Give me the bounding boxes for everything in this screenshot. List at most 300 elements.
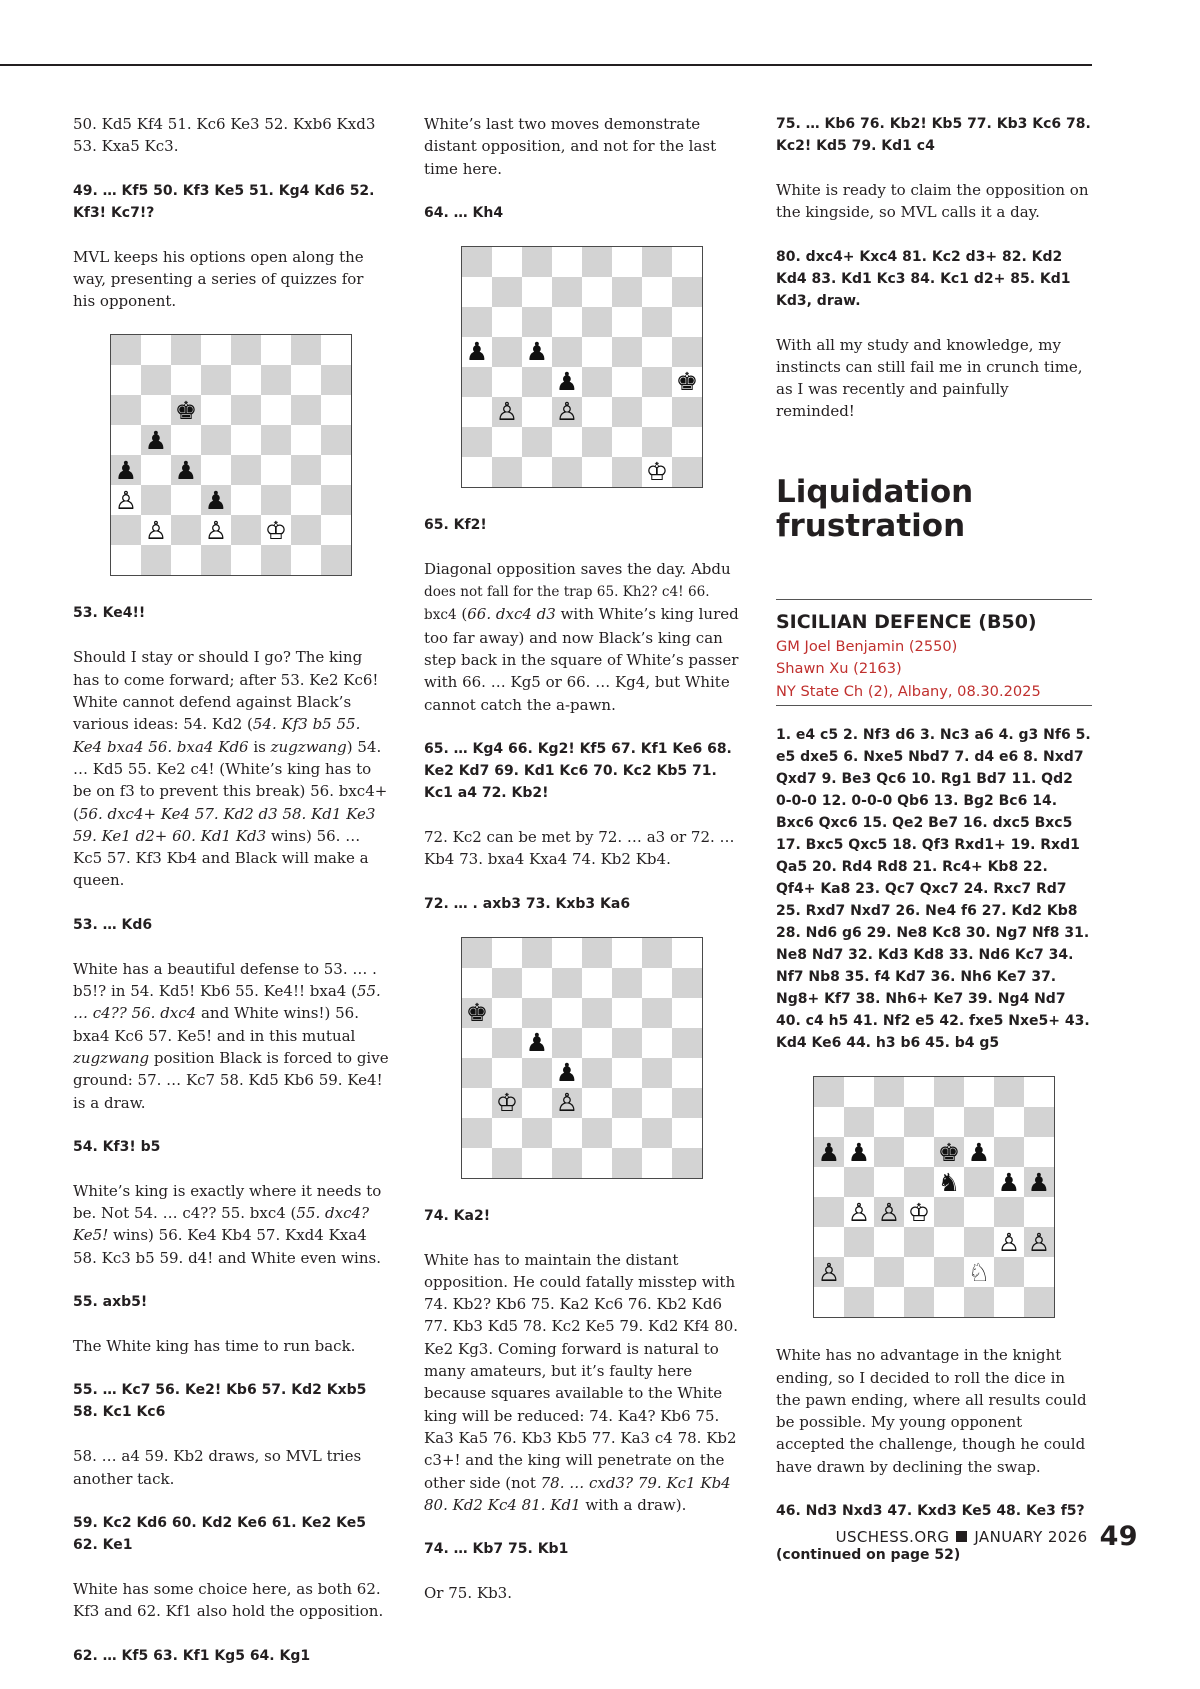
board-square xyxy=(642,427,672,457)
board-square xyxy=(462,367,492,397)
board-square xyxy=(111,545,141,575)
board-square xyxy=(111,425,141,455)
board-square xyxy=(1024,1077,1054,1107)
board-square xyxy=(814,1227,844,1257)
chess-piece-icon: ♙ xyxy=(997,1227,1021,1257)
board-square xyxy=(522,1088,552,1118)
board-square xyxy=(582,938,612,968)
board-square xyxy=(261,365,291,395)
board-square xyxy=(462,397,492,427)
move-line: 64. … Kh4 xyxy=(424,204,504,221)
game-header xyxy=(776,599,1092,707)
move-line: 65. … Kg4 66. Kg2! Kf5 67. Kf1 Ke6 68. Ke2 Kd7 69. Kd1 Kc6 70. Kc2 Kb5 71. Kc1 a4 72. Kb2! xyxy=(424,740,732,801)
board-square xyxy=(642,1148,672,1178)
board-square xyxy=(522,277,552,307)
board-square xyxy=(904,1077,934,1107)
board-square xyxy=(231,485,261,515)
board-square xyxy=(492,277,522,307)
board-square xyxy=(672,938,702,968)
chess-piece-icon: ♔ xyxy=(907,1197,931,1227)
board-square xyxy=(612,938,642,968)
board-square xyxy=(552,1058,582,1088)
board-square xyxy=(934,1077,964,1107)
board-square xyxy=(462,247,492,277)
board-square xyxy=(171,395,201,425)
board-square xyxy=(672,367,702,397)
board-square xyxy=(321,515,351,545)
chess-piece-icon: ♟ xyxy=(525,1028,549,1058)
board-square xyxy=(111,395,141,425)
board-square xyxy=(642,1058,672,1088)
board-square xyxy=(844,1287,874,1317)
board-square xyxy=(612,397,642,427)
annotation-text: White has to maintain the distant opposition. He could fatally misstep with 74. Kb2? Kb6 75. Ka2 Kc6 76. Kb2 Kd6 77. Kb3 Kd5 78. Kc2 Ke5 79. Kd2 Kf4 80. Ke2 Kg3. Coming forward is natural to many amateurs, but it’s faulty here because squares available to the White king will be reduced: 74. Ka4? Kb6 75. Ka3 Ka5 76. Kb3 Kb5 77. Ka3 c4 78. Kb2 c3+! and the king will penetrate on the other side (not 78. … cxd3? 79. Kc1 Kb4 80. Kd2 Kc4 81. Kd1 with a draw). xyxy=(424,1250,739,1514)
board-square xyxy=(1024,1257,1054,1287)
chess-piece-icon: ♟ xyxy=(555,367,579,397)
board-square xyxy=(261,545,291,575)
board-square xyxy=(642,1028,672,1058)
board-square xyxy=(552,367,582,397)
board-square xyxy=(904,1107,934,1137)
column-2 xyxy=(424,113,740,1626)
board-square xyxy=(201,395,231,425)
board-square xyxy=(814,1197,844,1227)
board-square xyxy=(994,1077,1024,1107)
board-square xyxy=(291,395,321,425)
board-square xyxy=(462,307,492,337)
board-square xyxy=(844,1107,874,1137)
board-square xyxy=(844,1137,874,1167)
board-square xyxy=(492,1028,522,1058)
board-square xyxy=(934,1287,964,1317)
chess-piece-icon: ♟ xyxy=(1027,1167,1051,1197)
board-square xyxy=(522,1118,552,1148)
board-square xyxy=(582,247,612,277)
board-square xyxy=(844,1197,874,1227)
chess-piece-icon: ♘ xyxy=(967,1257,991,1287)
board-square xyxy=(261,395,291,425)
annotation-text: 58. … a4 59. Kb2 draws, so MVL tries another tack. xyxy=(73,1447,362,1488)
board-square xyxy=(522,307,552,337)
board-square xyxy=(844,1077,874,1107)
board-square xyxy=(522,938,552,968)
board-square xyxy=(522,998,552,1028)
column-1 xyxy=(73,113,389,1689)
board-square xyxy=(522,367,552,397)
board-square xyxy=(582,1028,612,1058)
board-square xyxy=(642,277,672,307)
board-square xyxy=(964,1077,994,1107)
board-square xyxy=(1024,1197,1054,1227)
annotation-text: 50. Kd5 Kf4 51. Kc6 Ke3 52. Kxb6 Kxd3 53. Kxa5 Kc3. xyxy=(73,115,376,156)
board-square xyxy=(874,1287,904,1317)
chess-board xyxy=(813,1076,1055,1318)
board-square xyxy=(492,1058,522,1088)
board-square xyxy=(111,455,141,485)
board-square xyxy=(904,1227,934,1257)
top-rule xyxy=(0,64,1092,66)
board-square xyxy=(522,247,552,277)
board-square xyxy=(934,1257,964,1287)
annotation-text: Should I stay or should I go? The king has to come forward; after 53. Ke2 Kc6! White cannot defend against Black’s various ideas: 54. Kd2 (54. Kf3 b5 55. Ke4 bxa4 56. bxa4 Kd6 is zugzwang) 54. … Kd5 55. Ke2 c4! (White’s king has to be on f3 to prevent this break) 56. bxc4+ (56. dxc4+ Ke4 57. Kd2 d3 58. Kd1 Ke3 59. Ke1 d2+ 60. Kd1 Kd3 wins) 56. … Kc5 57. Kf3 Kb4 and Black will make a queen. xyxy=(73,648,388,890)
board-square xyxy=(672,427,702,457)
board-square xyxy=(462,457,492,487)
move-line: 74. … Kb7 75. Kb1 xyxy=(424,1541,569,1558)
board-square xyxy=(672,457,702,487)
board-square xyxy=(291,515,321,545)
board-square xyxy=(642,1118,672,1148)
chess-piece-icon: ♟ xyxy=(204,485,228,515)
footer-month: JANUARY 2026 xyxy=(974,1527,1088,1546)
footer-site: USCHESS.ORG xyxy=(835,1527,950,1546)
board-square xyxy=(934,1227,964,1257)
board-square xyxy=(492,427,522,457)
board-square xyxy=(522,1028,552,1058)
board-square xyxy=(261,455,291,485)
board-square xyxy=(201,335,231,365)
board-square xyxy=(964,1197,994,1227)
board-square xyxy=(994,1197,1024,1227)
board-square xyxy=(582,1088,612,1118)
annotation-text: Or 75. Kb3. xyxy=(424,1584,512,1603)
move-line: 53. … Kd6 xyxy=(73,916,153,933)
chess-piece-icon: ♔ xyxy=(495,1088,519,1118)
board-square xyxy=(582,397,612,427)
move-line: 55. axb5! xyxy=(73,1294,148,1311)
board-square xyxy=(844,1257,874,1287)
column-3 xyxy=(776,113,1092,1588)
board-square xyxy=(522,968,552,998)
annotation-text: 72. Kc2 can be met by 72. … a3 or 72. … Kb4 73. bxa4 Kxa4 74. Kb2 Kb4. xyxy=(424,827,735,869)
board-square xyxy=(814,1077,844,1107)
board-square xyxy=(492,247,522,277)
board-square xyxy=(612,998,642,1028)
annotation-text: Diagonal opposition saves the day. Abdu does not fall for the trap 65. Kh2? c4! 66. bxc4 (66. dxc4 d3 with White’s king lured too far away) and now Black’s king can step back in the square of White’s passer with 66. … Kg5 or 66. … Kg4, but White cannot catch the a-pawn. xyxy=(424,559,739,714)
board-square xyxy=(201,545,231,575)
chess-piece-icon: ♔ xyxy=(645,457,669,487)
board-square xyxy=(994,1137,1024,1167)
board-square xyxy=(291,425,321,455)
board-square xyxy=(1024,1167,1054,1197)
board-square xyxy=(612,247,642,277)
board-square xyxy=(1024,1287,1054,1317)
board-square xyxy=(934,1107,964,1137)
board-square xyxy=(672,247,702,277)
board-square xyxy=(522,427,552,457)
board-square xyxy=(522,457,552,487)
move-line: 53. Ke4!! xyxy=(73,605,146,622)
board-square xyxy=(552,968,582,998)
board-square xyxy=(994,1287,1024,1317)
board-square xyxy=(261,335,291,365)
board-square xyxy=(552,998,582,1028)
board-square xyxy=(552,1028,582,1058)
board-square xyxy=(552,457,582,487)
board-square xyxy=(492,397,522,427)
board-square xyxy=(141,545,171,575)
board-square xyxy=(844,1227,874,1257)
board-square xyxy=(552,397,582,427)
board-square xyxy=(612,1058,642,1088)
board-square xyxy=(111,485,141,515)
board-square xyxy=(492,457,522,487)
board-square xyxy=(522,337,552,367)
board-square xyxy=(111,365,141,395)
move-line: (continued on page 52) xyxy=(776,1547,961,1564)
board-square xyxy=(321,365,351,395)
chess-piece-icon: ♟ xyxy=(525,337,549,367)
board-square xyxy=(582,998,612,1028)
board-square xyxy=(462,1118,492,1148)
annotation-text: White is ready to claim the opposition on the kingside, so MVL calls it a day. xyxy=(776,181,1089,222)
board-square xyxy=(904,1287,934,1317)
board-square xyxy=(111,335,141,365)
board-square xyxy=(612,1118,642,1148)
board-square xyxy=(612,367,642,397)
board-square xyxy=(994,1107,1024,1137)
board-square xyxy=(231,365,261,395)
board-square xyxy=(141,365,171,395)
annotation-text: White has no advantage in the knight ending, so I decided to roll the dice in the pawn ending, where all results could be possible. My young opponent accepted the challenge, though he could have drawn by declining the swap. xyxy=(776,1346,1087,1476)
board-square xyxy=(964,1227,994,1257)
board-square xyxy=(642,307,672,337)
board-square xyxy=(552,307,582,337)
chess-diagram xyxy=(73,334,389,576)
board-square xyxy=(261,485,291,515)
chess-piece-icon: ♙ xyxy=(555,1088,579,1118)
board-square xyxy=(291,455,321,485)
board-square xyxy=(874,1257,904,1287)
board-square xyxy=(462,1148,492,1178)
chess-piece-icon: ♟ xyxy=(114,455,138,485)
square-bullet-icon xyxy=(956,1531,967,1542)
board-square xyxy=(492,968,522,998)
board-square xyxy=(141,395,171,425)
chess-diagram xyxy=(424,937,740,1179)
black-player: Shawn Xu (2163) xyxy=(776,660,902,678)
board-square xyxy=(844,1167,874,1197)
chess-piece-icon: ♞ xyxy=(937,1167,961,1197)
board-square xyxy=(552,427,582,457)
board-square xyxy=(231,425,261,455)
chess-diagram xyxy=(776,1076,1092,1318)
board-square xyxy=(934,1197,964,1227)
board-square xyxy=(814,1287,844,1317)
board-square xyxy=(964,1167,994,1197)
board-square xyxy=(552,337,582,367)
board-square xyxy=(462,968,492,998)
board-square xyxy=(231,515,261,545)
chess-piece-icon: ♔ xyxy=(264,515,288,545)
board-square xyxy=(672,968,702,998)
board-square xyxy=(1024,1137,1054,1167)
board-square xyxy=(582,968,612,998)
white-player: GM Joel Benjamin (2550) xyxy=(776,637,958,655)
board-square xyxy=(642,998,672,1028)
board-square xyxy=(814,1107,844,1137)
board-square xyxy=(642,457,672,487)
board-square xyxy=(612,307,642,337)
board-square xyxy=(904,1197,934,1227)
annotation-text: White’s king is exactly where it needs to be. Not 54. … c4?? 55. bxc4 (55. dxc4? Ke5! wins) 56. Ke4 Kb4 57. Kxd4 Kxa4 58. Kc3 b5 59. d4! and White even wins. xyxy=(73,1181,382,1267)
board-square xyxy=(231,335,261,365)
chess-piece-icon: ♙ xyxy=(847,1197,871,1227)
board-square xyxy=(904,1167,934,1197)
board-square xyxy=(814,1137,844,1167)
board-square xyxy=(171,365,201,395)
chess-piece-icon: ♟ xyxy=(465,337,489,367)
board-square xyxy=(582,1118,612,1148)
chess-piece-icon: ♙ xyxy=(204,515,228,545)
board-square xyxy=(642,397,672,427)
board-square xyxy=(231,455,261,485)
board-square xyxy=(492,307,522,337)
board-square xyxy=(321,485,351,515)
board-square xyxy=(934,1167,964,1197)
board-square xyxy=(201,425,231,455)
board-square xyxy=(672,337,702,367)
board-square xyxy=(994,1167,1024,1197)
event-info: NY State Ch (2), Albany, 08.30.2025 xyxy=(776,682,1041,700)
board-square xyxy=(994,1257,1024,1287)
chess-piece-icon: ♟ xyxy=(144,425,168,455)
board-square xyxy=(492,938,522,968)
chess-piece-icon: ♙ xyxy=(817,1257,841,1287)
chess-piece-icon: ♙ xyxy=(1027,1227,1051,1257)
board-square xyxy=(291,545,321,575)
board-square xyxy=(964,1107,994,1137)
move-line: 62. … Kf5 63. Kf1 Kg5 64. Kg1 xyxy=(73,1647,311,1664)
board-square xyxy=(672,397,702,427)
chess-piece-icon: ♙ xyxy=(495,397,519,427)
chess-piece-icon: ♚ xyxy=(465,998,489,1028)
board-square xyxy=(672,998,702,1028)
chess-board xyxy=(461,937,703,1179)
move-line: 72. … . axb3 73. Kxb3 Ka6 xyxy=(424,895,631,912)
board-square xyxy=(171,485,201,515)
board-square xyxy=(492,1148,522,1178)
board-square xyxy=(612,277,642,307)
board-square xyxy=(582,337,612,367)
move-line: 74. Ka2! xyxy=(424,1207,491,1224)
board-square xyxy=(642,938,672,968)
board-square xyxy=(492,1118,522,1148)
board-square xyxy=(612,457,642,487)
chess-piece-icon: ♚ xyxy=(937,1137,961,1167)
board-square xyxy=(201,515,231,545)
board-square xyxy=(552,938,582,968)
board-square xyxy=(522,397,552,427)
board-square xyxy=(612,968,642,998)
board-square xyxy=(492,337,522,367)
chess-piece-icon: ♚ xyxy=(174,395,198,425)
board-square xyxy=(582,367,612,397)
board-square xyxy=(874,1197,904,1227)
chess-diagram xyxy=(424,246,740,488)
board-square xyxy=(462,427,492,457)
board-square xyxy=(582,307,612,337)
chess-piece-icon: ♙ xyxy=(555,397,579,427)
board-square xyxy=(321,395,351,425)
board-square xyxy=(261,515,291,545)
move-line: 59. Kc2 Kd6 60. Kd2 Ke6 61. Ke2 Ke5 62. Ke1 xyxy=(73,1514,367,1553)
chess-piece-icon: ♚ xyxy=(675,367,699,397)
board-square xyxy=(201,365,231,395)
board-square xyxy=(964,1137,994,1167)
board-square xyxy=(462,1058,492,1088)
annotation-text: White has a beautiful defense to 53. … . b5!? in 54. Kd5! Kb6 55. Ke4!! bxa4 (55. … c4?? 56. dxc4 and White wins!) 56. bxa4 Kc6 57. Ke5! and in this mutual zugzwang position Black is forced to give ground: 57. … Kc7 58. Kd5 Kb6 59. Ke4! is a draw. xyxy=(73,959,389,1112)
page-footer xyxy=(836,1521,1138,1552)
board-square xyxy=(141,335,171,365)
board-square xyxy=(231,395,261,425)
board-square xyxy=(612,1088,642,1118)
board-square xyxy=(552,1118,582,1148)
move-line: 49. … Kf5 50. Kf3 Ke5 51. Kg4 Kd6 52. Kf3! Kc7!? xyxy=(73,182,375,221)
board-square xyxy=(261,425,291,455)
board-square xyxy=(642,247,672,277)
annotation-text: White has some choice here, as both 62. Kf3 and 62. Kf1 also hold the opposition. xyxy=(73,1579,384,1621)
board-square xyxy=(462,337,492,367)
chess-piece-icon: ♟ xyxy=(997,1167,1021,1197)
board-square xyxy=(874,1107,904,1137)
chess-piece-icon: ♙ xyxy=(144,515,168,545)
move-line: 46. Nd3 Nxd3 47. Kxd3 Ke5 48. Ke3 f5? xyxy=(776,1503,1085,1520)
board-square xyxy=(522,1148,552,1178)
board-square xyxy=(1024,1227,1054,1257)
board-square xyxy=(814,1257,844,1287)
board-square xyxy=(672,307,702,337)
chess-piece-icon: ♟ xyxy=(967,1137,991,1167)
board-square xyxy=(141,485,171,515)
move-line: 55. … Kc7 56. Ke2! Kb6 57. Kd2 Kxb5 58. Kc1 Kc6 xyxy=(73,1382,367,1421)
board-square xyxy=(522,1058,552,1088)
board-square xyxy=(612,1028,642,1058)
board-square xyxy=(552,277,582,307)
move-line: 54. Kf3! b5 xyxy=(73,1138,161,1155)
chess-piece-icon: ♟ xyxy=(555,1058,579,1088)
page-number: 49 xyxy=(1099,1521,1138,1552)
board-square xyxy=(321,545,351,575)
board-square xyxy=(672,1148,702,1178)
board-square xyxy=(462,277,492,307)
board-square xyxy=(492,998,522,1028)
board-square xyxy=(582,427,612,457)
board-square xyxy=(582,1058,612,1088)
board-square xyxy=(582,457,612,487)
board-square xyxy=(814,1167,844,1197)
board-square xyxy=(171,425,201,455)
board-square xyxy=(171,455,201,485)
board-square xyxy=(672,1058,702,1088)
board-square xyxy=(492,367,522,397)
chess-board xyxy=(461,246,703,488)
chess-piece-icon: ♟ xyxy=(174,455,198,485)
board-square xyxy=(231,545,261,575)
board-square xyxy=(672,277,702,307)
move-line: 75. … Kb6 76. Kb2! Kb5 77. Kb3 Kc6 78. Kc2! Kd5 79. Kd1 c4 xyxy=(776,116,1091,154)
chess-piece-icon: ♙ xyxy=(114,485,138,515)
board-square xyxy=(321,455,351,485)
board-square xyxy=(291,335,321,365)
board-square xyxy=(874,1137,904,1167)
board-square xyxy=(552,247,582,277)
board-square xyxy=(171,335,201,365)
board-square xyxy=(934,1137,964,1167)
board-square xyxy=(582,1148,612,1178)
board-square xyxy=(904,1257,934,1287)
annotation-text: White’s last two moves demonstrate distant opposition, and not for the last time here. xyxy=(424,115,717,178)
board-square xyxy=(612,1148,642,1178)
